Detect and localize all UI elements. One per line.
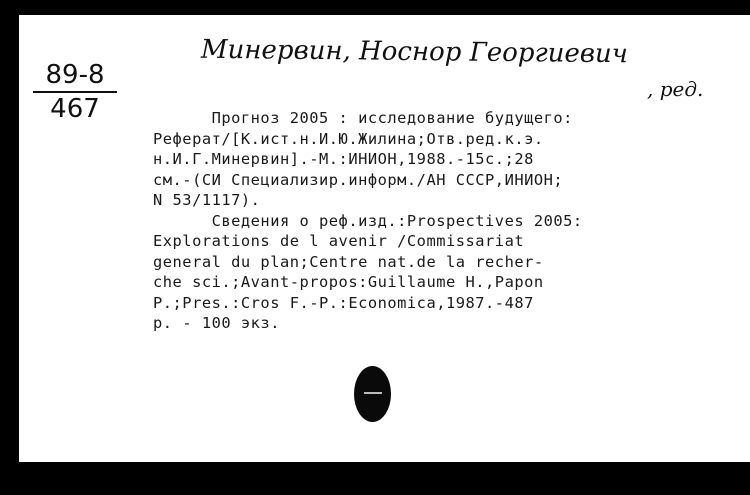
text-line: Прогноз 2005 : исследование будущего:	[153, 109, 573, 127]
shelf-mark-bottom: 467	[50, 94, 100, 124]
bibliographic-text	[153, 108, 583, 334]
text-line: Реферат/[К.ист.н.И.Ю.Жилина;Отв.ред.к.э.	[153, 129, 544, 148]
text-line: P.;Pres.:Cros F.-P.:Economica,1987.-487	[153, 293, 534, 312]
text-line: Explorations de l avenir /Commissariat	[153, 232, 525, 250]
shelf-mark-top: 89-8	[33, 61, 117, 93]
text-line: general du plan;Centre nat.de la recher-	[153, 252, 544, 271]
punch-hole	[354, 366, 391, 422]
text-line: p. - 100 экз.	[153, 314, 280, 332]
text-line: che sci.;Avant-propos:Guillaume H.,Papon	[153, 273, 544, 291]
editor-note: , ред.	[647, 77, 704, 101]
catalog-card	[19, 15, 750, 462]
text-line: н.И.Г.Минервин].-М.:ИНИОН,1988.-15с.;28	[153, 150, 534, 168]
author-heading: Минервин, Носнор Георгиевич	[200, 34, 629, 70]
shelf-mark	[33, 61, 117, 123]
text-line: N 53/1117).	[153, 191, 261, 209]
text-line: Сведения о реф.изд.:Prospectives 2005:	[153, 211, 583, 230]
text-line: см.-(СИ Специализир.информ./АН СССР,ИНИОН;	[153, 170, 564, 189]
